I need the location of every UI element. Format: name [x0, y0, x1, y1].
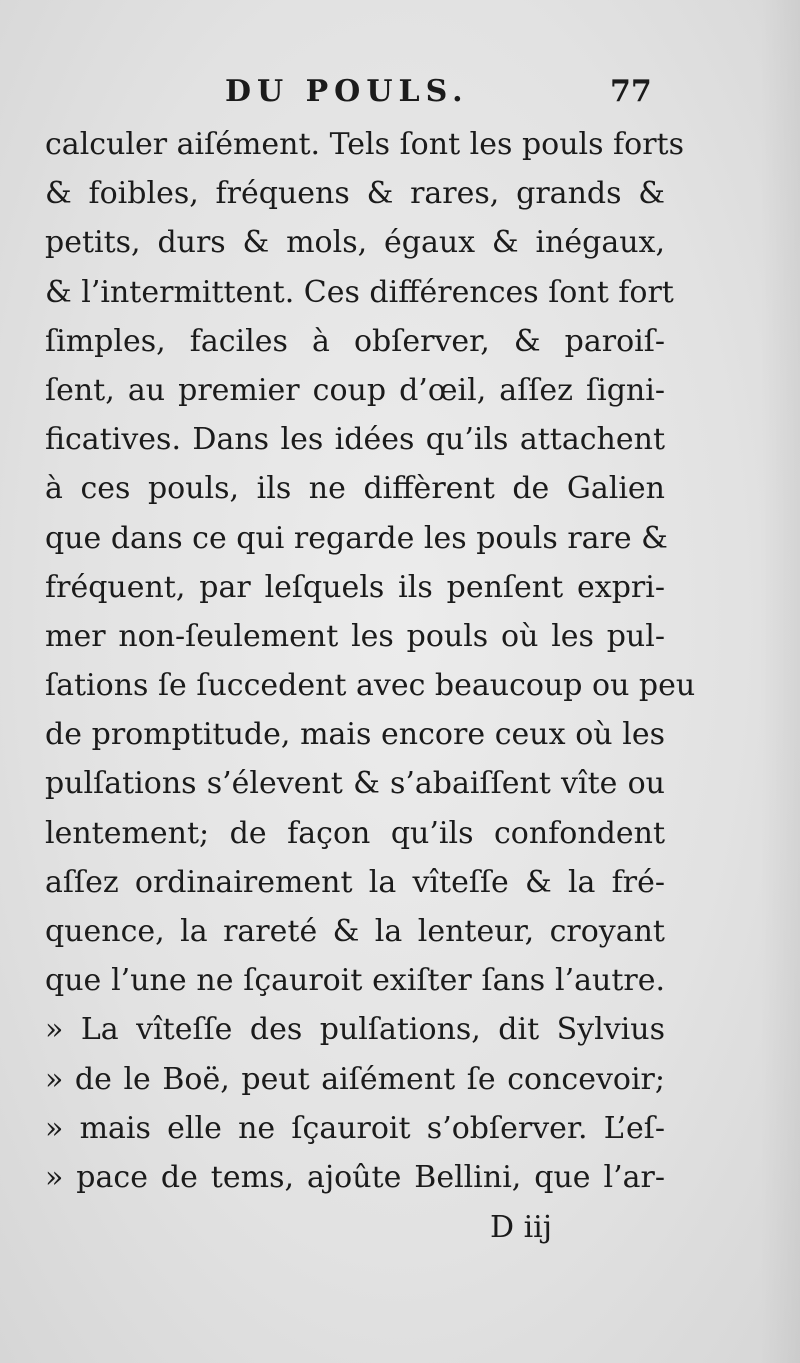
text-line: » La vîteſſe des pulſations, dit Sylvius	[45, 1012, 665, 1048]
running-head: DU POULS.	[225, 74, 469, 109]
text-line: de promptitude, mais encore ceux où les	[45, 717, 665, 753]
text-line: mer non-ſeulement les pouls où les pul-	[45, 618, 665, 654]
text-line: aſſez ordinairement la vîteſſe & la fré-	[45, 864, 665, 900]
body-text	[45, 120, 696, 1202]
text-line: calculer aiſément. Tels ſont les pouls forts	[45, 127, 685, 162]
text-line: ſimples, faciles à obſerver, & paroiſ-	[45, 323, 665, 359]
text-line: » pace de tems, ajoûte Bellini, que l’ar-	[45, 1159, 665, 1195]
text-line: » de le Boë, peut aiſément ſe concevoir;	[45, 1061, 665, 1097]
text-line: que l’une ne ſçauroit exiſter ſans l’autre.	[45, 963, 665, 999]
text-line: fréquent, par leſquels ils penſent expri-	[45, 569, 665, 605]
text-line: que dans ce qui regarde les pouls rare &	[45, 520, 668, 556]
page-edge-shadow	[760, 0, 800, 1363]
text-line: quence, la rareté & la lenteur, croyant	[45, 914, 665, 949]
text-line: ficatives. Dans les idées qu’ils attachent	[45, 422, 665, 458]
text-line: à ces pouls, ils ne diffèrent de Galien	[45, 471, 665, 507]
text-line: lentement; de façon qu’ils confondent	[45, 815, 665, 851]
text-line: & foibles, fréquens & rares, grands &	[45, 176, 665, 212]
text-line: ſent, au premier coup d’œil, aſſez ſigni-	[45, 372, 665, 408]
text-line: petits, durs & mols, égaux & inégaux,	[45, 225, 665, 261]
page-number: 77	[610, 74, 652, 109]
text-line: pulſations s’élevent & s’abaiſſent vîte ou	[45, 766, 665, 802]
signature-mark: D iij	[490, 1210, 553, 1245]
text-line: » mais elle ne ſçauroit s’obſerver. L’eſ-	[45, 1110, 665, 1146]
text-line: & l’intermittent. Ces différences ſont fort	[45, 274, 674, 310]
text-line: ſations ſe ſuccedent avec beaucoup ou peu	[45, 668, 696, 704]
page-header	[0, 70, 800, 120]
